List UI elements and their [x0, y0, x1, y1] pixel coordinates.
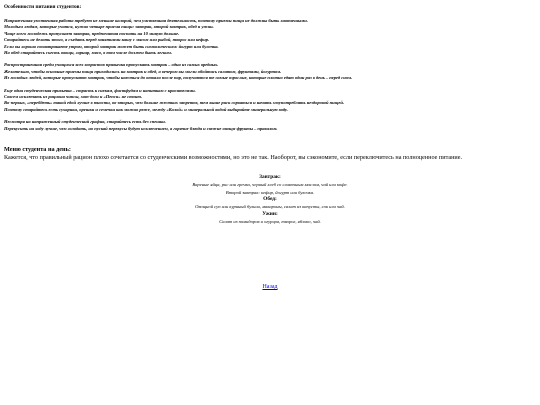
- meal-title: Обед:: [263, 196, 277, 203]
- tip-paragraph: [4, 119, 536, 132]
- tip-line: Старайтесь не делать этого, а съедать перед занятиями кашу с мясом или рыбой, творог или кефир.: [4, 37, 210, 43]
- meal-description: [4, 203, 536, 211]
- menu-title: Меню студента на день:: [4, 146, 71, 154]
- back-link[interactable]: Назад: [262, 284, 278, 290]
- tip-line: Несмотря на напряженный студенческий график, старайтесь есть без спешки.: [4, 119, 166, 125]
- menu-intro: Кажется, что правильный рацион плохо сочетается со студенческими возможностями, но это не так. Наоборот, вы сэкономите, если переключитесь на полноценное питание.: [4, 154, 463, 162]
- tip-line: Напряженная умственная работа требует не меньше калорий, чем умственная деятельность, поэтому приемы пищи не должны быть хаотичными.: [4, 18, 308, 23]
- back-link-wrap: [0, 284, 540, 290]
- tip-line: Если вы хорошо позавтракаете утром, второй завтрак может быть символическим: йогурт или булочка.: [4, 43, 219, 49]
- meal-title: Завтрак:: [259, 174, 281, 181]
- meal-line: Салат из помидоров и огурцов, творог, яблоко, чай.: [219, 218, 321, 224]
- meal-line: Овощной суп или куриный бульон, макароны, салат из капусты, сок или чай.: [195, 204, 345, 210]
- meal-description: [4, 218, 536, 226]
- tip-paragraph: [4, 18, 536, 56]
- meal-description: [4, 181, 536, 196]
- tip-paragraph: [4, 62, 536, 81]
- tip-line: Распространенная среди учащихся всех возрастов привычка пропускать завтрак – одна из самых вредных.: [4, 62, 219, 68]
- tips-section: [4, 18, 536, 132]
- tip-line: Перекусить на ходу лучше, чем голодать, но пускай перекусы будут исключением, а горячие блюда и свежие овощи-фрукты – правилом.: [4, 125, 278, 131]
- page-heading: Особенности питания студентов:: [4, 4, 82, 10]
- tip-line: Из молодых людей, которые пропускают завтрак, чтобы наесться до отвала после пар, получаются те самые взрослые, которые плотно едят один раз в день – перед сном.: [4, 75, 353, 81]
- tip-line: На обед старайтесь съесть овощи, гарнир, мясо, в том числе должен быть легким.: [4, 50, 172, 56]
- page-content: [4, 4, 536, 225]
- meals-section: [4, 174, 536, 225]
- tip-line: Еще одна студенческая привычка – страсть к снекам, фастфудам и напиткам с красителями.: [4, 87, 196, 93]
- tip-line: Чаще всего молодежь пропускает завтрак, предпочитая поспать на 10 минут дольше.: [4, 30, 180, 36]
- tip-line: Молодым людям, которые учатся, нужно четыре приема пищи: завтрак, второй завтрак, обед и ужин.: [4, 24, 214, 30]
- meal-title: Ужин:: [262, 210, 278, 217]
- tip-line: Совсем исключать из рациона чипсы, хот-доги и «Пепси» не стоит.: [4, 94, 143, 100]
- tip-line: Желательно, чтобы основные приемы пищи приходились на завтрак и обед, а вечером вы могли обойтись салатом, фруктами, йогуртом.: [4, 68, 282, 74]
- tip-line: Во-первых, «перебдеть» такой едой лучше в юности, во-вторых, чем больше жестких запретов, тем выше риск сорваться и начать злоупотреблять нездоровой пищей.: [4, 100, 345, 106]
- meal-line: Вареные яйца, рис или гречка, черный хлеб со сливочным маслом, чай или кофе.: [192, 182, 348, 188]
- meal-line: Второй завтрак: кефир, йогурт или булочка.: [225, 189, 315, 195]
- tip-line: Поэтому старайтесь есть сухарики, орешки и семечки как можно реже, между «Колой» и минеральной водой выбирайте минеральную воду.: [4, 106, 288, 112]
- tip-paragraph: [4, 88, 536, 114]
